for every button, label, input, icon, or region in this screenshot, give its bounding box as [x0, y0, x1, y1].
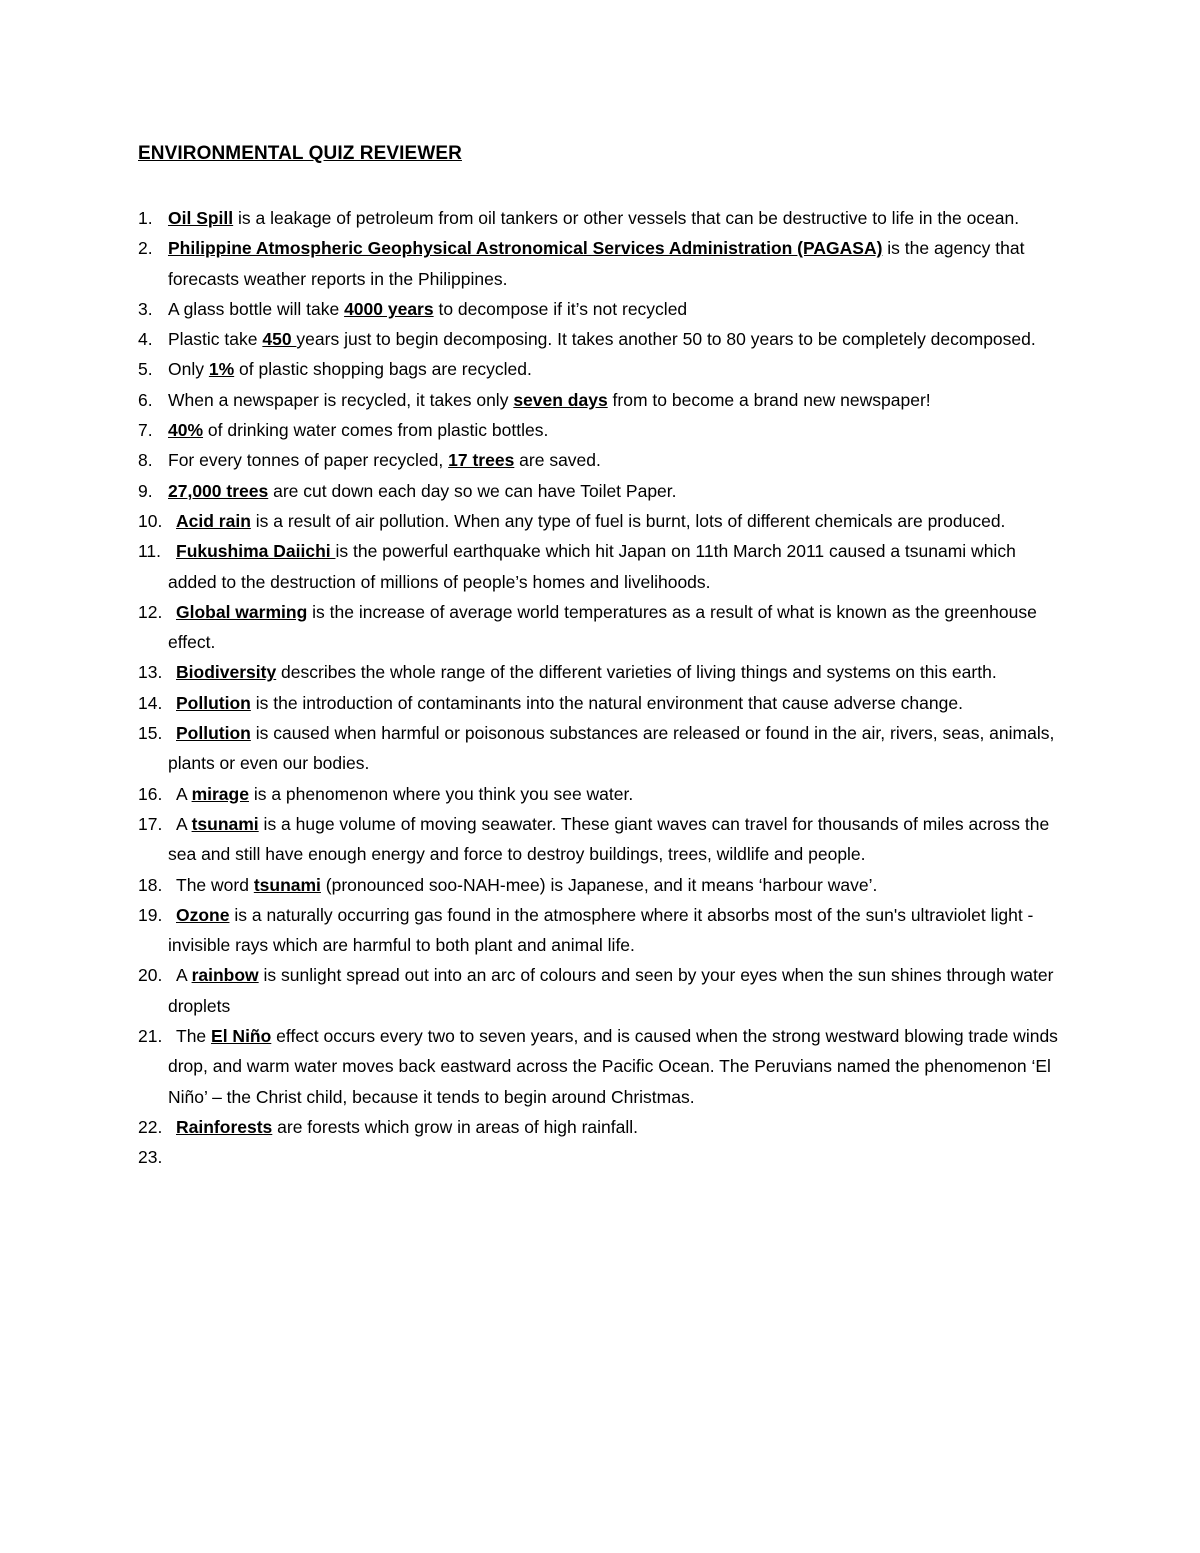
quiz-item	[138, 809, 1058, 870]
item-number: 12.	[138, 601, 163, 622]
item-keyword: 450	[262, 329, 297, 350]
item-keyword: Acid rain	[176, 510, 251, 531]
item-text-after: is the powerful earthquake which hit Japan on 11th March 2011 caused a tsunami which added to the destruction of millions of people’s homes and livelihoods.	[168, 541, 1016, 592]
item-text-after: from to become a brand new newspaper!	[607, 389, 931, 410]
item-text-before: Only	[168, 359, 209, 380]
item-text-after: is sunlight spread out into an arc of colours and seen by your eyes when the sun shines through water droplets	[168, 965, 1054, 1016]
item-text	[176, 1117, 638, 1137]
item-text-after: is a naturally occurring gas found in the atmosphere where it absorbs most of the sun's ultraviolet light - invisible rays which are harmful to both plant and animal life.	[168, 904, 1034, 956]
quiz-item	[138, 385, 1058, 415]
quiz-item	[138, 1142, 1058, 1172]
quiz-item	[138, 597, 1058, 658]
item-keyword: Fukushima Daiichi	[176, 541, 336, 562]
item-number: 15.	[138, 723, 163, 744]
quiz-list	[138, 203, 1058, 1173]
item-keyword: El Niño	[211, 1026, 272, 1047]
item-text	[168, 450, 601, 470]
item-number: 2.	[138, 238, 153, 259]
item-number: 22.	[138, 1116, 163, 1137]
item-text-before: A glass bottle will take	[168, 298, 345, 319]
item-keyword: 1%	[208, 359, 235, 380]
document-title: ENVIRONMENTAL QUIZ REVIEWER	[138, 143, 462, 164]
quiz-item	[138, 233, 1058, 294]
item-text	[168, 1026, 1058, 1107]
item-text-before: A	[176, 783, 192, 804]
quiz-item	[138, 415, 1058, 445]
item-number: 3.	[138, 298, 153, 319]
item-text	[168, 420, 548, 440]
item-number: 9.	[138, 480, 153, 501]
quiz-item	[138, 900, 1058, 961]
item-number: 11.	[138, 541, 162, 562]
item-number: 6.	[138, 389, 153, 410]
item-text	[176, 875, 877, 895]
item-text-after: effect occurs every two to seven years, and is caused when the strong westward blowing trade winds drop, and warm water moves back eastward across the Pacific Ocean. The Peruvians named the phenomenon ‘El Niño’ – the Christ child, because it tends to begin around Christmas.	[168, 1026, 1058, 1107]
item-keyword: 4000 years	[344, 298, 434, 319]
item-text-after: (pronounced soo-NAH-mee) is Japanese, and it means ‘harbour wave’.	[320, 874, 878, 895]
quiz-item	[138, 536, 1058, 597]
item-keyword: mirage	[191, 783, 249, 804]
item-text	[176, 784, 633, 804]
item-number: 17.	[138, 813, 163, 834]
item-keyword: Rainforests	[176, 1116, 273, 1137]
item-keyword: Global warming	[176, 601, 308, 622]
item-text	[168, 299, 687, 319]
item-text-before: When a newspaper is recycled, it takes only	[168, 389, 514, 410]
item-text-after: is caused when harmful or poisonous substances are released or found in the air, rivers, seas, animals, plants or even our bodies.	[168, 723, 1055, 774]
item-text-before: A	[176, 965, 192, 986]
item-text-after: is a leakage of petroleum from oil tankers or other vessels that can be destructive to life in the ocean.	[233, 208, 1020, 228]
quiz-item	[138, 354, 1058, 384]
item-text-after: describes the whole range of the different varieties of living things and systems on this earth.	[276, 662, 997, 683]
item-text-before: A	[176, 813, 192, 834]
item-text-after: is a huge volume of moving seawater. These giant waves can travel for thousands of miles across the sea and still have enough energy and force to destroy buildings, trees, wildlife and people.	[168, 813, 1050, 865]
item-text-after: is the introduction of contaminants into the natural environment that cause adverse change.	[250, 692, 963, 713]
item-keyword: Ozone	[176, 904, 230, 925]
item-text	[168, 238, 1024, 288]
item-text-after: is the agency that forecasts weather reports in the Philippines.	[168, 238, 1025, 289]
quiz-item	[138, 657, 1058, 687]
quiz-item	[138, 476, 1058, 506]
item-number: 13.	[138, 662, 163, 683]
item-text-before: The	[176, 1026, 212, 1047]
quiz-item	[138, 1112, 1058, 1142]
quiz-item	[138, 203, 1058, 233]
item-text	[168, 329, 1036, 349]
quiz-item	[138, 294, 1058, 324]
item-keyword: Oil Spill	[168, 208, 234, 228]
item-number: 20.	[138, 965, 163, 986]
item-text-after: to decompose if it’s not recycled	[433, 298, 688, 319]
item-text	[168, 481, 677, 501]
item-text	[168, 390, 931, 410]
item-keyword: Pollution	[176, 723, 251, 744]
item-text	[168, 208, 1019, 228]
quiz-item	[138, 324, 1058, 354]
item-text-after: is the increase of average world temperatures as a result of what is known as the greenhouse effect.	[168, 601, 1037, 653]
item-keyword: seven days	[513, 389, 608, 410]
item-number: 8.	[138, 450, 153, 471]
item-text-before: For every tonnes of paper recycled,	[168, 450, 449, 471]
item-text	[168, 965, 1053, 1015]
item-text-before: The word	[176, 874, 254, 895]
quiz-item	[138, 960, 1058, 1021]
item-number: 7.	[138, 420, 153, 441]
item-text-after: of drinking water comes from plastic bottles.	[203, 420, 549, 441]
item-number: 18.	[138, 874, 163, 895]
item-keyword: 17 trees	[448, 450, 515, 471]
quiz-item	[138, 779, 1058, 809]
item-text-after: are saved.	[514, 450, 601, 471]
item-text-before: Plastic take	[168, 329, 263, 350]
item-text-after: years just to begin decomposing. It takes another 50 to 80 years to be completely decomposed.	[296, 329, 1036, 350]
item-text	[168, 602, 1037, 652]
item-keyword: Philippine Atmospheric Geophysical Astronomical Services Administration (PAGASA)	[168, 238, 883, 259]
item-text	[176, 662, 997, 682]
item-text	[168, 814, 1049, 864]
item-number: 21.	[138, 1026, 163, 1047]
item-text	[168, 541, 1016, 591]
item-text	[168, 723, 1054, 773]
item-number: 16.	[138, 783, 163, 804]
item-text-after: is a result of air pollution. When any type of fuel is burnt, lots of different chemicals are produced.	[250, 510, 1006, 531]
item-number: 5.	[138, 359, 153, 380]
item-number: 10.	[138, 510, 163, 531]
item-text-after: is a phenomenon where you think you see water.	[248, 783, 634, 804]
item-number: 14.	[138, 692, 163, 713]
item-text-after: of plastic shopping bags are recycled.	[234, 359, 532, 380]
item-number: 1.	[138, 208, 153, 228]
quiz-item	[138, 506, 1058, 536]
item-keyword: Pollution	[176, 692, 251, 713]
item-keyword: 27,000 trees	[168, 480, 269, 501]
quiz-item	[138, 1021, 1058, 1112]
quiz-item	[138, 688, 1058, 718]
item-text	[168, 359, 532, 379]
item-text-after: are cut down each day so we can have Toilet Paper.	[268, 480, 677, 501]
quiz-item	[138, 445, 1058, 475]
item-keyword: 40%	[168, 420, 204, 441]
quiz-item	[138, 870, 1058, 900]
item-number: 4.	[138, 329, 153, 350]
item-number: 19.	[138, 904, 163, 925]
quiz-item	[138, 718, 1058, 779]
item-keyword: Biodiversity	[176, 662, 277, 683]
item-text	[176, 693, 963, 713]
item-keyword: tsunami	[191, 813, 259, 834]
item-keyword: tsunami	[253, 874, 321, 895]
item-text	[168, 905, 1033, 955]
item-number: 23.	[138, 1147, 163, 1168]
item-keyword: rainbow	[191, 965, 259, 986]
item-text-after: are forests which grow in areas of high rainfall.	[272, 1116, 639, 1137]
item-text	[176, 511, 1005, 531]
